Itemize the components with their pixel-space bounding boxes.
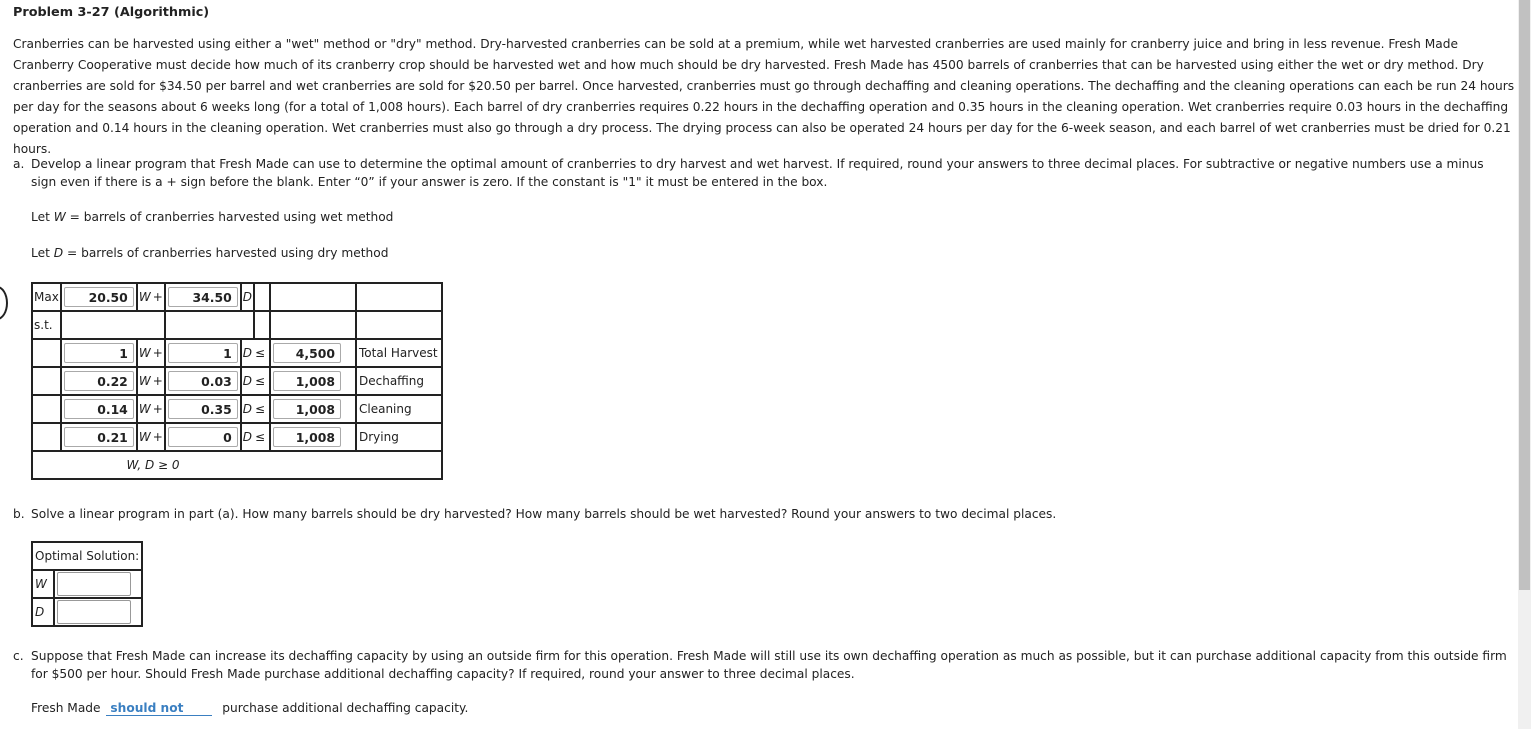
edge-marker [0,286,8,320]
var-w: W [137,283,152,311]
optimal-d-input[interactable] [57,600,131,624]
constraint-coef-d-input[interactable]: 0.03 [168,371,238,391]
var-d: D [241,423,254,451]
let-d-text: = barrels of cranberries harvested using dry method [67,246,389,260]
constraint-rhs-input[interactable]: 1,008 [273,427,341,447]
leq-sign: ≤ [254,395,270,423]
var-w: W [137,395,152,423]
part-a-label: a. [13,157,25,171]
var-w: W [137,339,152,367]
constraint-coef-d-input[interactable]: 0 [168,427,238,447]
leq-sign: ≤ [254,339,270,367]
plus-sign: + [152,283,165,311]
vertical-scrollbar[interactable] [1518,0,1531,729]
part-b-text: Solve a linear program in part (a). How many barrels should be dry harvested? How many barrels should be wet harvested? Round your answers to two decimal places. [31,507,1057,521]
let-d-var: D [53,246,64,260]
constraint-coef-w-input[interactable]: 0.21 [64,427,134,447]
leq-sign: ≤ [254,423,270,451]
nonnegativity-constraint: W, D ≥ 0 [32,451,442,479]
constraint-coef-w-input[interactable]: 0.14 [64,399,134,419]
constraint-row [32,367,442,395]
answer-suffix: purchase additional dechaffing capacity. [222,701,469,715]
page-title: Problem 3-27 (Algorithmic) [13,5,210,20]
optimal-w-input[interactable] [57,572,131,596]
constraint-row [32,423,442,451]
constraint-name: Total Harvest [356,339,442,367]
constraint-coef-d-input[interactable]: 1 [168,343,238,363]
let-w-text: = barrels of cranberries harvested using wet method [69,210,394,224]
part-a-question [13,155,1508,191]
leq-sign: ≤ [254,367,270,395]
plus-sign: + [152,423,165,451]
purchase-decision-select[interactable]: should not [106,701,212,716]
row-w-label: W [32,570,54,598]
scrollbar-thumb[interactable] [1519,0,1530,590]
constraint-name: Dechaffing [356,367,442,395]
objective-w-input[interactable]: 20.50 [64,287,134,307]
plus-sign: + [152,367,165,395]
part-a-text: Develop a linear program that Fresh Made can use to determine the optimal amount of cranberries to dry harvest and wet harvest. If required, round your answers to three decimal places. For subtractive or negative numbers use a minus sign even if there is a + sign before the blank. Enter “0” if your answer is zero. If the constant is "1" it must be entered in the box. [31,157,1484,189]
let-d-prefix: Let [31,246,50,260]
lp-model-table [31,282,443,480]
var-d: D [241,339,254,367]
answer-prefix: Fresh Made [31,701,101,715]
objective-d-input[interactable]: 34.50 [168,287,238,307]
part-c-text: Suppose that Fresh Made can increase its dechaffing capacity by using an outside firm for this operation. Fresh Made will still use its own dechaffing operation as much as possible, but it can purchase additional capacity from this outside firm for $500 per hour. Should Fresh Made purchase additional dechaffing capacity? If required, round your answer to three decimal places. [31,649,1507,681]
nonneg-row [32,451,442,479]
part-b-question [13,505,1508,523]
part-b-label: b. [13,507,25,521]
let-w-var: W [53,210,66,224]
st-label: s.t. [32,311,61,339]
st-row [32,311,442,339]
constraint-rhs-input[interactable]: 1,008 [273,371,341,391]
part-c-question [13,647,1508,683]
var-w: W [137,367,152,395]
constraint-name: Cleaning [356,395,442,423]
let-w-definition [31,210,393,224]
constraint-rhs-input[interactable]: 1,008 [273,399,341,419]
plus-sign: + [152,395,165,423]
part-c-label: c. [13,649,24,663]
constraint-row [32,339,442,367]
let-d-definition [31,246,388,260]
objective-row [32,283,442,311]
var-d: D [241,283,254,311]
var-d: D [241,367,254,395]
constraint-coef-w-input[interactable]: 0.22 [64,371,134,391]
max-label: Max [32,283,61,311]
problem-statement: Cranberries can be harvested using either a "wet" method or "dry" method. Dry-harvested cranberries can be sold at a premium, while wet harvested cranberries are used mainly for cranberry juice and bring in less revenue. Fresh Made Cranberry Cooperative must decide how much of its cranberry crop should be harvested wet and how much should be dry harvested. Fresh Made has 4500 barrels of cranberries that can be harvested using either the wet or dry method. Dry cranberries are sold for $34.50 per barrel and wet cranberries are sold for $20.50 per barrel. Once harvested, cranberries must go through dechaffing and cleaning operations. The dechaffing and the cleaning operations can each be run 24 hours per day for the seasons about 6 weeks long (for a total of 1,008 hours). Each barrel of dry cranberries requires 0.22 hours in the dechaffing operation and 0.35 hours in the cleaning operation. Wet cranberries require 0.03 hours in the dechaffing operation and 0.14 hours in the cleaning operation. Wet cranberries must also go through a dry process. The drying process can also be operated 24 hours per day for the 6-week season, and each barrel of wet cranberries must be dried for 0.21 hours. [13,37,1515,156]
constraint-name: Drying [356,423,442,451]
constraint-row [32,395,442,423]
plus-sign: + [152,339,165,367]
constraint-coef-d-input[interactable]: 0.35 [168,399,238,419]
let-w-prefix: Let [31,210,50,224]
optimal-solution-table [31,541,143,627]
row-d-label: D [32,598,54,626]
part-c-answer [31,701,468,716]
var-w: W [137,423,152,451]
var-d: D [241,395,254,423]
constraint-rhs-input[interactable]: 4,500 [273,343,341,363]
optimal-solution-header: Optimal Solution: [32,542,142,570]
constraint-coef-w-input[interactable]: 1 [64,343,134,363]
